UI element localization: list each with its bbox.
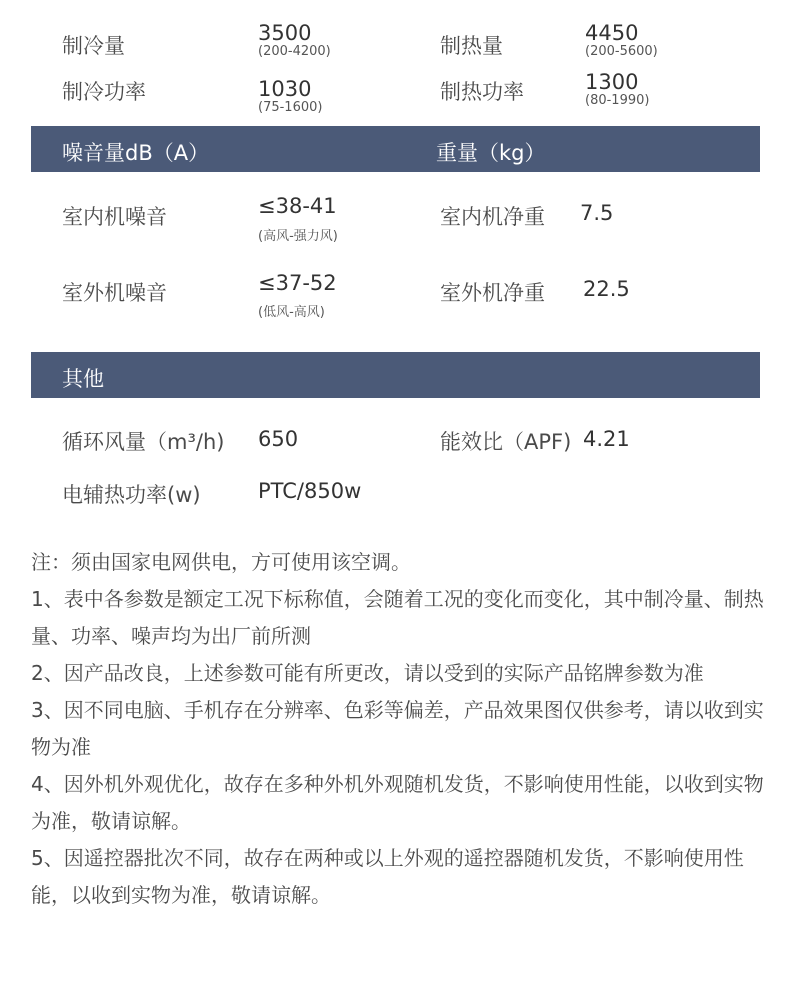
airflow-label: 循环风量（m³/h): [62, 430, 225, 454]
note-item: 5、因遥控器批次不同，故存在两种或以上外观的遥控器随机发货，不影响使用性能，以收到实物为准，敬请谅解。: [31, 846, 744, 907]
note-item: 2、因产品改良，上述参数可能有所更改，请以受到的实际产品铭牌参数为准: [31, 661, 704, 685]
heat-power-value: 1300: [585, 70, 639, 94]
noise-header-title: 噪音量dB（A）: [62, 141, 210, 165]
noise-weight-header: [31, 126, 760, 172]
indoor-noise-value: ≤38-41: [258, 194, 337, 218]
cool-capacity-value: 3500: [258, 21, 312, 45]
other-header: [31, 352, 760, 398]
heat-capacity-range: (200-5600): [585, 44, 658, 59]
note-item: 4、因外机外观优化，故存在多种外机外观随机发货，不影响使用性能，以收到实物为准，敬请谅解。: [31, 772, 764, 833]
outdoor-noise-label: 室外机噪音: [62, 281, 167, 305]
cool-capacity-range: (200-4200): [258, 44, 331, 59]
cool-power-range: (75-1600): [258, 100, 323, 115]
heat-capacity-value: 4450: [585, 21, 639, 45]
notes-section: [31, 544, 771, 914]
outdoor-noise-value: ≤37-52: [258, 271, 337, 295]
heat-capacity-label: 制热量: [440, 34, 503, 58]
apf-value: 4.21: [583, 427, 630, 451]
indoor-noise-note: (高风-强力风): [258, 229, 338, 244]
indoor-noise-label: 室内机噪音: [62, 205, 167, 229]
cool-power-value: 1030: [258, 77, 312, 101]
indoor-weight-value: 7.5: [580, 201, 614, 225]
cool-capacity-label: 制冷量: [62, 34, 125, 58]
note-item: 1、表中各参数是额定工况下标称值，会随着工况的变化而变化，其中制冷量、制热量、功率、噪声均为出厂前所测: [31, 587, 764, 648]
heat-power-label: 制热功率: [440, 80, 524, 104]
weight-header-title: 重量（kg）: [436, 141, 546, 165]
note-intro: 注：须由国家电网供电，方可使用该空调。: [31, 550, 411, 574]
cool-power-label: 制冷功率: [62, 80, 146, 104]
indoor-weight-label: 室内机净重: [440, 205, 545, 229]
other-header-title: 其他: [62, 367, 104, 391]
outdoor-noise-note: (低风-高风): [258, 305, 325, 320]
outdoor-weight-value: 22.5: [583, 277, 630, 301]
outdoor-weight-label: 室外机净重: [440, 281, 545, 305]
heater-label: 电辅热功率(w): [62, 483, 201, 507]
heater-value: PTC/850w: [258, 479, 362, 503]
apf-label: 能效比（APF): [440, 430, 572, 454]
heat-power-range: (80-1990): [585, 93, 650, 108]
airflow-value: 650: [258, 427, 299, 451]
note-item: 3、因不同电脑、手机存在分辨率、色彩等偏差，产品效果图仅供参考，请以收到实物为准: [31, 698, 764, 759]
